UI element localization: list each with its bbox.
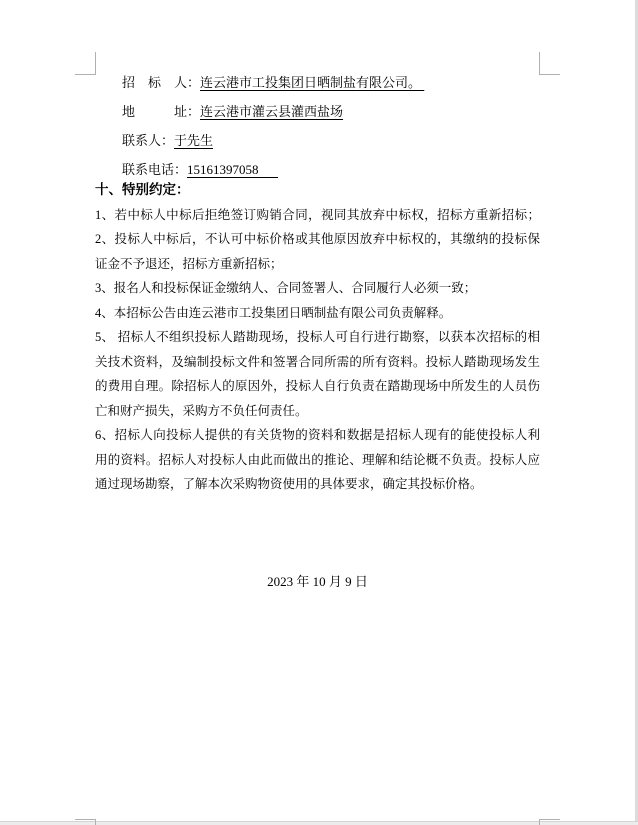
contact-value: 连云港市灌云县灌西盐场 bbox=[200, 104, 344, 119]
contact-value: 于先生 bbox=[174, 133, 214, 148]
clause-line: 的费用自理。除招标人的原因外，投标人自行负责在踏勘现场中所发生的人员伤 bbox=[95, 379, 540, 393]
clause-1 bbox=[95, 203, 540, 228]
clause-line: 4、本招标公告由连云港市工投集团日晒制盐有限公司负责解释。 bbox=[95, 305, 452, 320]
clause-line: 6、招标人向投标人提供的有关货物的资料和数据是招标人现有的能使投标人利 bbox=[95, 428, 540, 442]
section-heading: 十、特别约定： bbox=[95, 182, 190, 197]
contact-line-address bbox=[95, 97, 555, 126]
clause-2 bbox=[95, 227, 540, 276]
document-date: 2023 年 10 月 9 日 bbox=[267, 574, 368, 589]
clause-line: 证金不予退还，招标方重新招标； bbox=[95, 256, 283, 271]
clause-line: 2、投标人中标后，不认可中标价格或其他原因放弃中标权的，其缴纳的投标保 bbox=[95, 232, 540, 246]
clause-line: 通过现场勘察，了解本次采购物资使用的具体要求，确定其投标价格。 bbox=[95, 477, 483, 491]
contact-label: 联系人： bbox=[122, 133, 175, 148]
contact-label: 联系电话： bbox=[122, 162, 188, 177]
clause-4 bbox=[95, 301, 540, 326]
clause-3 bbox=[95, 276, 540, 301]
clause-line: 3、报名人和投标保证金缴纳人、合同签署人、合同履行人必须一致； bbox=[95, 281, 477, 295]
clause-line: 用的资料。招标人对投标人由此而做出的推论、理解和结论概不负责。投标人应 bbox=[95, 452, 540, 467]
contact-label: 地 址： bbox=[122, 104, 201, 119]
contact-value: 15161397058 bbox=[187, 162, 279, 177]
contact-value: 连云港市工投集团日晒制盐有限公司。 bbox=[200, 75, 425, 90]
contact-block bbox=[95, 68, 555, 184]
special-terms-section bbox=[95, 178, 540, 497]
contact-line-person bbox=[95, 126, 555, 155]
clause-line: 5、 招标人不组织投标人踏勘现场，投标人可自行进行勘察，以获本次招标的相 bbox=[95, 330, 540, 344]
clause-6 bbox=[95, 423, 540, 497]
contact-line-bidder bbox=[95, 68, 555, 97]
clause-line: 关技术资料，及编制投标文件和签署合同所需的所有资料。投标人踏勘现场发生 bbox=[95, 354, 540, 369]
crop-mark-bottom-right-icon bbox=[539, 819, 560, 825]
crop-mark-bottom-left-icon bbox=[75, 819, 96, 825]
clause-line: 亡和财产损失，采购方不负任何责任。 bbox=[95, 403, 308, 418]
clause-line: 1、若中标人中标后拒绝签订购销合同，视同其放弃中标权，招标方重新招标； bbox=[95, 207, 540, 222]
contact-label: 招 标 人： bbox=[122, 75, 201, 90]
clause-5 bbox=[95, 325, 540, 423]
crop-mark-top-left-icon bbox=[75, 52, 96, 75]
